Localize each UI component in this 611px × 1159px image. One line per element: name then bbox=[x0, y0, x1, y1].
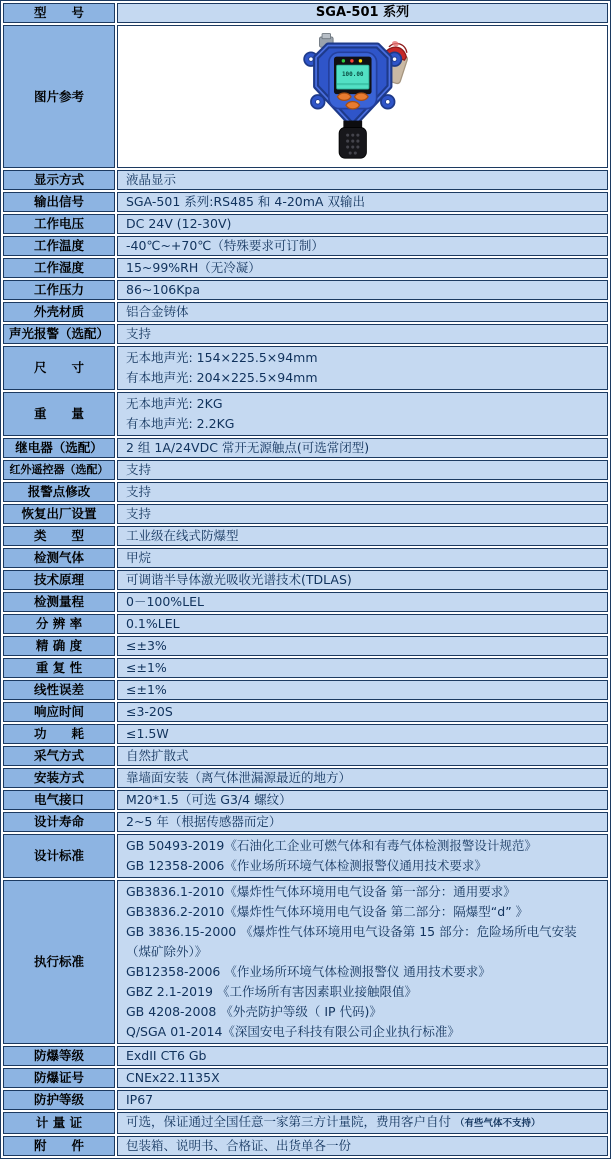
spec-row bbox=[3, 812, 608, 832]
spec-value-line: IP67 bbox=[126, 1092, 154, 1107]
spec-value-line: ≤±1% bbox=[126, 660, 167, 675]
spec-value-line: ≤1.5W bbox=[126, 726, 169, 741]
spec-row bbox=[3, 460, 608, 480]
spec-value bbox=[117, 392, 608, 436]
spec-value-line: ≤±1% bbox=[126, 682, 167, 697]
spec-row bbox=[3, 346, 608, 390]
spec-value-line: 2 组 1A/24VDC 常开无源触点(可选常闭型) bbox=[126, 440, 370, 455]
spec-label: 类 型 bbox=[3, 526, 115, 546]
spec-row bbox=[3, 880, 608, 1044]
spec-value bbox=[117, 1046, 608, 1066]
spec-value bbox=[117, 768, 608, 788]
spec-label: 输出信号 bbox=[3, 192, 115, 212]
spec-label: 检测气体 bbox=[3, 548, 115, 568]
spec-row bbox=[3, 214, 608, 234]
spec-value bbox=[117, 724, 608, 744]
spec-value bbox=[117, 680, 608, 700]
spec-row bbox=[3, 680, 608, 700]
spec-value bbox=[117, 280, 608, 300]
spec-row bbox=[3, 834, 608, 878]
spec-value-line: ≤±3% bbox=[126, 638, 167, 653]
gas-detector-product-image bbox=[299, 30, 427, 160]
spec-row bbox=[3, 482, 608, 502]
spec-row bbox=[3, 236, 608, 256]
spec-value-line: 15~99%RH（无冷凝） bbox=[126, 260, 261, 275]
spec-value-line: ≤3-20S bbox=[126, 704, 173, 719]
spec-label: 功 耗 bbox=[3, 724, 115, 744]
spec-label: 计 量 证 bbox=[3, 1112, 115, 1134]
spec-value-line: GB 50493-2019《石油化工企业可燃气体和有毒气体检测报警设计规范》 bbox=[126, 838, 537, 853]
spec-value-line: 支持 bbox=[126, 326, 152, 341]
spec-value bbox=[117, 192, 608, 212]
spec-value-line: ExdII CT6 Gb bbox=[126, 1048, 207, 1063]
spec-label: 精 确 度 bbox=[3, 636, 115, 656]
spec-label: 重 复 性 bbox=[3, 658, 115, 678]
spec-value bbox=[117, 346, 608, 390]
spec-label: 恢复出厂设置 bbox=[3, 504, 115, 524]
spec-value bbox=[117, 1136, 608, 1156]
spec-value-line: GB 3836.15-2000 《爆炸性气体环境用电气设备第 15 部分：危险场所电气安装（煤矿除外）》 bbox=[126, 924, 577, 959]
spec-value bbox=[117, 790, 608, 810]
spec-value-line: GB12358-2006 《作业场所环境气体检测报警仪 通用技术要求》 bbox=[126, 964, 491, 979]
spec-value bbox=[117, 504, 608, 524]
spec-row bbox=[3, 280, 608, 300]
spec-row bbox=[3, 614, 608, 634]
spec-value-line: 可选，保证通过全国任意一家第三方计量院，费用客户自付 （有些气体不支持） bbox=[126, 1114, 541, 1129]
spec-value bbox=[117, 482, 608, 502]
spec-label: 型 号 bbox=[3, 3, 115, 23]
spec-label: 工作温度 bbox=[3, 236, 115, 256]
spec-label: 电气接口 bbox=[3, 790, 115, 810]
spec-value-line: 无本地声光: 2KG bbox=[126, 396, 223, 411]
spec-value-line: 0－100%LEL bbox=[126, 594, 205, 609]
spec-value bbox=[117, 658, 608, 678]
spec-row bbox=[3, 302, 608, 322]
spec-value-line: 包装箱、说明书、合格证、出货单各一份 bbox=[126, 1138, 352, 1153]
spec-value-line: GBZ 2.1-2019 《工作场所有害因素职业接触限值》 bbox=[126, 984, 417, 999]
spec-label: 外壳材质 bbox=[3, 302, 115, 322]
spec-row bbox=[3, 658, 608, 678]
led-green bbox=[341, 59, 344, 62]
spec-value bbox=[117, 170, 608, 190]
led-yellow bbox=[358, 59, 361, 62]
spec-row bbox=[3, 746, 608, 766]
spec-value bbox=[117, 812, 608, 832]
spec-label: 尺 寸 bbox=[3, 346, 115, 390]
spec-value-line: GB 12358-2006《作业场所环境气体检测报警仪通用技术要求》 bbox=[126, 858, 487, 873]
lcd-reading: 100.00 bbox=[341, 71, 364, 79]
spec-value-line: 2~5 年（根据传感器而定） bbox=[126, 814, 282, 829]
spec-value bbox=[117, 570, 608, 590]
spec-label: 线性误差 bbox=[3, 680, 115, 700]
spec-label: 显示方式 bbox=[3, 170, 115, 190]
spec-value-line: SGA-501 系列 bbox=[315, 5, 410, 20]
spec-label: 防爆证号 bbox=[3, 1068, 115, 1088]
spec-value bbox=[117, 1112, 608, 1134]
spec-label: 设计标准 bbox=[3, 834, 115, 878]
spec-row bbox=[3, 702, 608, 722]
spec-row bbox=[3, 636, 608, 656]
spec-row bbox=[3, 3, 608, 23]
spec-label: 响应时间 bbox=[3, 702, 115, 722]
spec-value-line: 支持 bbox=[126, 462, 152, 477]
spec-label: 红外遥控器（选配） bbox=[3, 460, 115, 480]
spec-value-line: 可调谐半导体激光吸收光谱技术(TDLAS) bbox=[126, 572, 352, 587]
spec-label: 分 辨 率 bbox=[3, 614, 115, 634]
spec-row bbox=[3, 1068, 608, 1088]
spec-row bbox=[3, 192, 608, 212]
spec-value-line: 0.1%LEL bbox=[126, 616, 180, 631]
spec-value-line: -40℃~+70℃（特殊要求可订制） bbox=[126, 238, 324, 253]
spec-label: 防爆等级 bbox=[3, 1046, 115, 1066]
spec-value-line: 甲烷 bbox=[126, 550, 152, 565]
spec-value-line: 自然扩散式 bbox=[126, 748, 189, 763]
spec-value bbox=[117, 236, 608, 256]
spec-value bbox=[117, 258, 608, 278]
spec-value bbox=[117, 1090, 608, 1110]
spec-label: 检测量程 bbox=[3, 592, 115, 612]
spec-value bbox=[117, 592, 608, 612]
spec-row bbox=[3, 392, 608, 436]
spec-value-line: GB3836.2-2010《爆炸性气体环境用电气设备 第二部分：隔爆型“d” 》 bbox=[126, 904, 529, 919]
spec-value bbox=[117, 636, 608, 656]
sensor-cylinder bbox=[339, 127, 366, 158]
spec-row bbox=[3, 1112, 608, 1134]
spec-label: 继电器（选配） bbox=[3, 438, 115, 458]
spec-row bbox=[3, 25, 608, 168]
spec-row bbox=[3, 592, 608, 612]
spec-row bbox=[3, 504, 608, 524]
spec-row bbox=[3, 1046, 608, 1066]
spec-row bbox=[3, 1090, 608, 1110]
spec-label: 重 量 bbox=[3, 392, 115, 436]
spec-label: 防护等级 bbox=[3, 1090, 115, 1110]
spec-value-line: 液晶显示 bbox=[126, 172, 177, 187]
spec-row bbox=[3, 768, 608, 788]
spec-value bbox=[117, 702, 608, 722]
spec-value-line: 86~106Kpa bbox=[126, 282, 201, 297]
spec-label: 工作压力 bbox=[3, 280, 115, 300]
spec-value-line: 有本地声光: 204×225.5×94mm bbox=[126, 370, 318, 385]
spec-value bbox=[117, 880, 608, 1044]
spec-value-line: GB 4208-2008 《外壳防护等级（ IP 代码)》 bbox=[126, 1004, 382, 1019]
product-image-cell bbox=[117, 25, 608, 168]
spec-row bbox=[3, 790, 608, 810]
spec-label: 执行标准 bbox=[3, 880, 115, 1044]
spec-row bbox=[3, 570, 608, 590]
spec-value bbox=[117, 1068, 608, 1088]
spec-row bbox=[3, 324, 608, 344]
spec-value-line: 支持 bbox=[126, 484, 152, 499]
spec-value-line: 无本地声光: 154×225.5×94mm bbox=[126, 350, 318, 365]
spec-label: 技术原理 bbox=[3, 570, 115, 590]
spec-value bbox=[117, 834, 608, 878]
spec-row bbox=[3, 526, 608, 546]
spec-value-line: CNEx22.1135X bbox=[126, 1070, 220, 1085]
spec-value-line: 支持 bbox=[126, 506, 152, 521]
spec-value-line: 靠墙面安装（离气体泄漏源最近的地方） bbox=[126, 770, 352, 785]
spec-value bbox=[117, 214, 608, 234]
spec-value-line: DC 24V (12-30V) bbox=[126, 216, 232, 231]
spec-value-line: SGA-501 系列:RS485 和 4-20mA 双输出 bbox=[126, 194, 365, 209]
spec-row bbox=[3, 724, 608, 744]
spec-label: 附 件 bbox=[3, 1136, 115, 1156]
spec-label: 报警点修改 bbox=[3, 482, 115, 502]
spec-row bbox=[3, 170, 608, 190]
spec-value bbox=[117, 438, 608, 458]
spec-value bbox=[117, 302, 608, 322]
spec-value bbox=[117, 614, 608, 634]
spec-value-note: （有些气体不支持） bbox=[455, 1118, 541, 1129]
spec-label: 设计寿命 bbox=[3, 812, 115, 832]
spec-value-line: Q/SGA 01-2014《深国安电子科技有限公司企业执行标准》 bbox=[126, 1024, 460, 1039]
spec-row bbox=[3, 438, 608, 458]
spec-row bbox=[3, 548, 608, 568]
spec-value-line: 铝合金铸体 bbox=[126, 304, 189, 319]
spec-value bbox=[117, 548, 608, 568]
spec-value-line: 有本地声光: 2.2KG bbox=[126, 416, 235, 431]
spec-label: 声光报警（选配） bbox=[3, 324, 115, 344]
spec-value bbox=[117, 746, 608, 766]
spec-label: 安装方式 bbox=[3, 768, 115, 788]
spec-value bbox=[117, 460, 608, 480]
spec-value-line: GB3836.1-2010《爆炸性气体环境用电气设备 第一部分：通用要求》 bbox=[126, 884, 516, 899]
spec-value-line: 工业级在线式防爆型 bbox=[126, 528, 239, 543]
spec-row bbox=[3, 1136, 608, 1156]
spec-value-line: M20*1.5（可选 G3/4 螺纹） bbox=[126, 792, 292, 807]
spec-row bbox=[3, 258, 608, 278]
led-red bbox=[350, 59, 353, 62]
spec-value bbox=[117, 526, 608, 546]
spec-value bbox=[117, 324, 608, 344]
spec-table-body bbox=[3, 3, 608, 1156]
spec-label: 采气方式 bbox=[3, 746, 115, 766]
spec-value bbox=[117, 3, 608, 23]
spec-label: 图片参考 bbox=[3, 25, 115, 168]
spec-label: 工作湿度 bbox=[3, 258, 115, 278]
spec-label: 工作电压 bbox=[3, 214, 115, 234]
